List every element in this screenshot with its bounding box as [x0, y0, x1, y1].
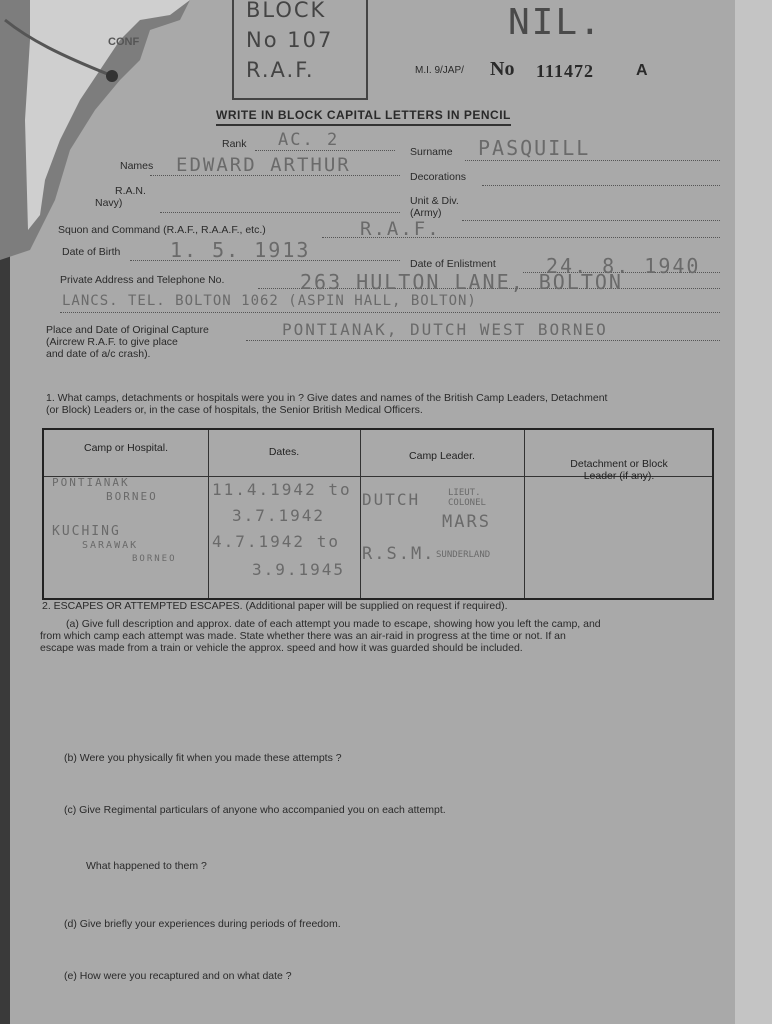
surname-value: PASQUILL — [478, 136, 591, 160]
first-names-value: EDWARD ARTHUR — [176, 154, 351, 176]
address-value-1: 263 HULTON LANE, BOLTON — [300, 270, 623, 294]
torn-label: CONF — [108, 36, 140, 48]
header-detachment-leader: Detachment or Block Leader (if any). — [570, 458, 668, 482]
question-2a-text-2: from which camp each attempt was made. State whether there was an air-raid in progress at the time or not. If an — [40, 630, 566, 642]
form-number: 111472 — [536, 61, 595, 81]
service-line — [160, 212, 400, 213]
question-2-title: 2. ESCAPES OR ATTEMPTED ESCAPES. (Additional paper will be supplied on request if required). — [42, 600, 508, 612]
row-1-camp-2: BORNEO — [106, 490, 158, 503]
unit-line — [462, 220, 720, 221]
column-divider — [524, 430, 525, 598]
dob-label: Date of Birth — [62, 246, 121, 258]
question-2e-text: (e) How were you recaptured and on what date ? — [64, 970, 292, 982]
header-camp-leader: Camp Leader. — [409, 450, 475, 462]
row-2-dates: 4.7.1942 to — [212, 532, 340, 551]
address-line-2 — [60, 312, 720, 313]
question-2a-text-3: escape was made from a train or vehicle the approx. speed and how it was guarded should be included. — [40, 642, 523, 654]
row-2-camp-2: SARAWAK — [82, 540, 139, 551]
camps-table — [42, 428, 714, 600]
dob-value: 1. 5. 1913 — [170, 238, 311, 262]
question-2c-followup: What happened to them ? — [86, 860, 207, 872]
service-label-2: Navy) — [95, 197, 123, 209]
header-dates: Dates. — [268, 446, 300, 458]
row-1-camp: PONTIANAK — [52, 476, 130, 489]
rank-line — [255, 150, 395, 151]
row-1-leader-2: MARS — [442, 512, 491, 532]
capture-label-2: (Aircrew R.A.F. to give place — [46, 336, 178, 348]
row-1-dates: 11.4.1942 to — [212, 480, 352, 499]
row-2-leader: R.S.M. — [362, 544, 436, 564]
nil-mark: NIL. — [508, 2, 603, 43]
address-value-2: LANCS. TEL. BOLTON 1062 (ASPIN HALL, BOLTON) — [62, 293, 477, 309]
enlistment-value: 24. 8. 1940 — [546, 254, 701, 278]
capture-value: PONTIANAK, DUTCH WEST BORNEO — [282, 320, 608, 339]
unit-label: Unit & Div. — [410, 195, 459, 207]
row-2-dates-2: 3.9.1945 — [252, 560, 346, 579]
rank-value: AC. 2 — [278, 130, 340, 150]
block-capitals-instruction: WRITE IN BLOCK CAPITAL LETTERS IN PENCIL — [216, 108, 511, 126]
form-suffix: A — [636, 62, 648, 79]
question-1-text-2: (or Block) Leaders or, in the case of hospitals, the Senior British Medical Officers. — [46, 404, 423, 416]
enlistment-label: Date of Enlistment — [410, 258, 496, 270]
stamp-line-3: R.A.F. — [246, 58, 315, 82]
capture-label: Place and Date of Original Capture — [46, 324, 209, 336]
service-label: R.A.N. — [115, 185, 146, 197]
number-label: No — [490, 58, 515, 80]
paper-edge — [735, 0, 772, 1024]
row-1-leader: DUTCH — [362, 490, 421, 509]
stamp-line-1: BLOCK — [246, 0, 327, 22]
squadron-label: Squon and Command (R.A.F., R.A.A.F., etc.) — [58, 224, 266, 236]
stamp-line-2: No 107 — [246, 28, 334, 52]
decorations-label: Decorations — [410, 171, 467, 183]
decorations-line — [482, 185, 720, 186]
row-1-dates-2: 3.7.1942 — [232, 506, 326, 525]
question-2c-text: (c) Give Regimental particulars of anyone who accompanied you on each attempt. — [64, 804, 446, 816]
question-2a-text: (a) Give full description and approx. date of each attempt you made to escape, showing how you left the camp, and — [66, 618, 601, 630]
address-label: Private Address and Telephone No. — [60, 274, 225, 286]
surname-line — [465, 160, 720, 161]
torn-corner — [0, 0, 200, 260]
row-2-leader-note: SUNDERLAND — [436, 550, 491, 560]
block-stamp — [232, 0, 368, 100]
row-1-leader-note: LIEUT. COLONEL — [448, 488, 486, 508]
capture-line — [246, 340, 720, 341]
surname-label: Surname — [410, 146, 453, 158]
form-reference: M.I. 9/JAP/ — [415, 65, 464, 76]
row-2-camp: KUCHING — [52, 524, 121, 539]
question-1-text: 1. What camps, detachments or hospitals were you in ? Give dates and names of the British Camp Leaders, Detachment — [46, 392, 608, 404]
unit-label-2: (Army) — [410, 207, 442, 219]
rank-label: Rank — [222, 138, 247, 150]
squadron-value: R.A.F. — [360, 218, 441, 240]
header-camp: Camp or Hospital. — [83, 442, 169, 454]
row-2-camp-3: BORNEO — [132, 554, 177, 564]
capture-label-3: and date of a/c crash). — [46, 348, 151, 360]
question-2d-text: (d) Give briefly your experiences during periods of freedom. — [64, 918, 341, 930]
question-2b-text: (b) Were you physically fit when you made these attempts ? — [64, 752, 342, 764]
first-names-label: Names — [120, 160, 154, 172]
